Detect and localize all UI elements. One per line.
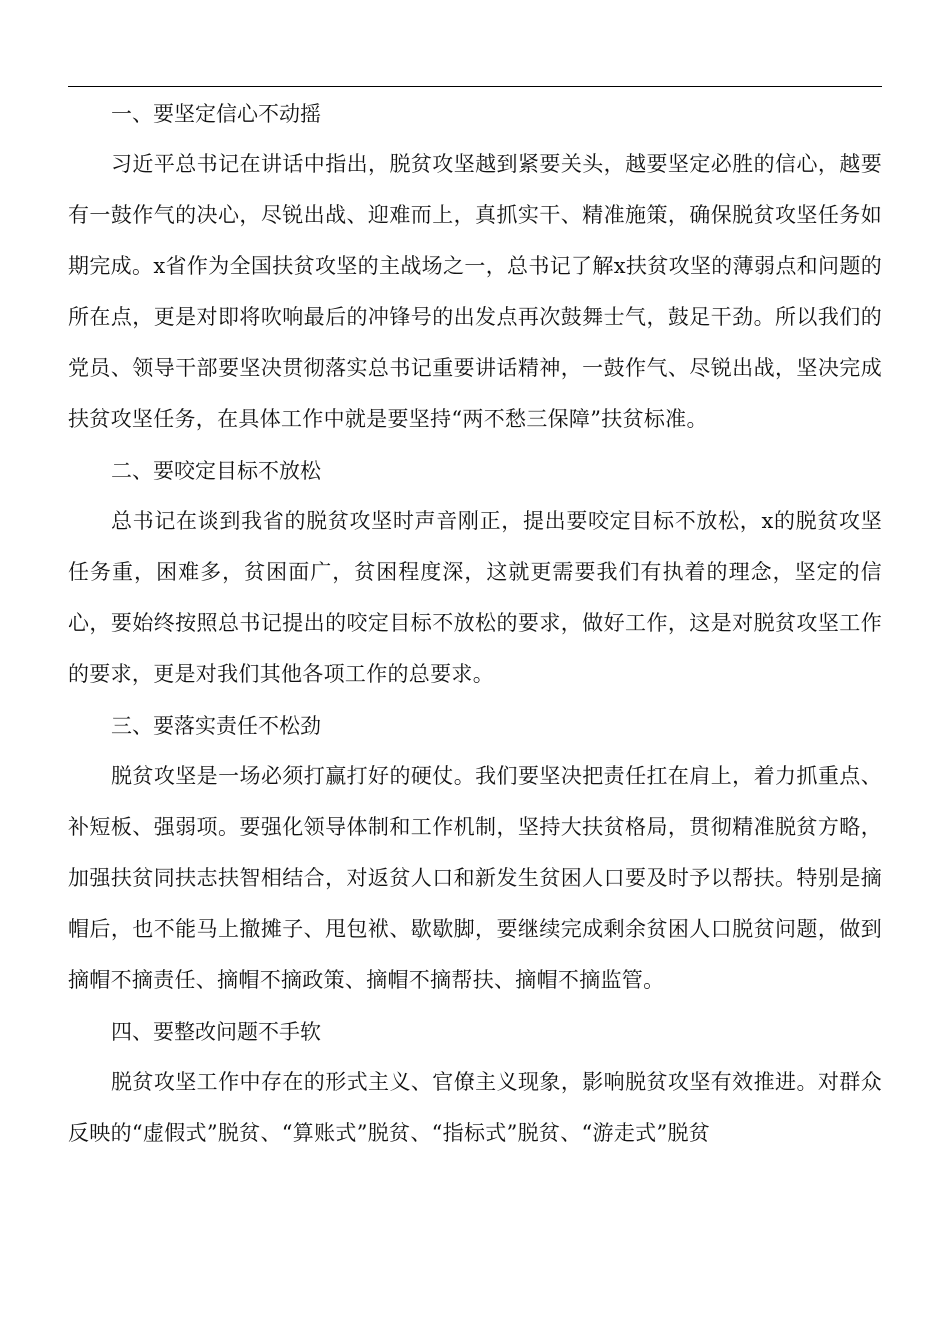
section-paragraph-4: 脱贫攻坚工作中存在的形式主义、官僚主义现象，影响脱贫攻坚有效推进。对群众反映的“虚假式”脱贫、“算账式”脱贫、“指标式”脱贫、“游走式”脱贫	[68, 1070, 882, 1145]
document-body	[68, 90, 882, 1159]
header-rule	[68, 86, 882, 87]
section-paragraph-1: 习近平总书记在讲话中指出，脱贫攻坚越到紧要关头，越要坚定必胜的信心，越要有一鼓作气的决心，尽锐出战、迎难而上，真抓实干、精准施策，确保脱贫攻坚任务如期完成。x省作为全国扶贫攻坚的主战场之一，总书记了解x扶贫攻坚的薄弱点和问题的所在点，更是对即将吹响最后的冲锋号的出发点再次鼓舞士气，鼓足干劲。所以我们的党员、领导干部要坚决贯彻落实总书记重要讲话精神，一鼓作气、尽锐出战，坚决完成扶贫攻坚任务，在具体工作中就是要坚持“两不愁三保障”扶贫标准。	[68, 152, 882, 431]
section-heading-1: 一、要坚定信心不动摇	[111, 102, 321, 126]
section-heading-3: 三、要落实责任不松劲	[111, 714, 321, 738]
section-paragraph-2: 总书记在谈到我省的脱贫攻坚时声音刚正，提出要咬定目标不放松，x的脱贫攻坚任务重，困难多，贫困面广，贫困程度深，这就更需要我们有执着的理念，坚定的信心，要始终按照总书记提出的咬定目标不放松的要求，做好工作，这是对脱贫攻坚工作的要求，更是对我们其他各项工作的总要求。	[68, 509, 882, 686]
section-heading-4: 四、要整改问题不手软	[111, 1020, 321, 1044]
section-paragraph-3: 脱贫攻坚是一场必须打赢打好的硬仗。我们要坚决把责任扛在肩上，着力抓重点、补短板、强弱项。要强化领导体制和工作机制，坚持大扶贫格局，贯彻精准脱贫方略，加强扶贫同扶志扶智相结合，对返贫人口和新发生贫困人口要及时予以帮扶。特别是摘帽后，也不能马上撤摊子、甩包袱、歇歇脚，要继续完成剩余贫困人口脱贫问题，做到摘帽不摘责任、摘帽不摘政策、摘帽不摘帮扶、摘帽不摘监管。	[68, 764, 882, 992]
section-heading-2: 二、要咬定目标不放松	[111, 459, 321, 483]
